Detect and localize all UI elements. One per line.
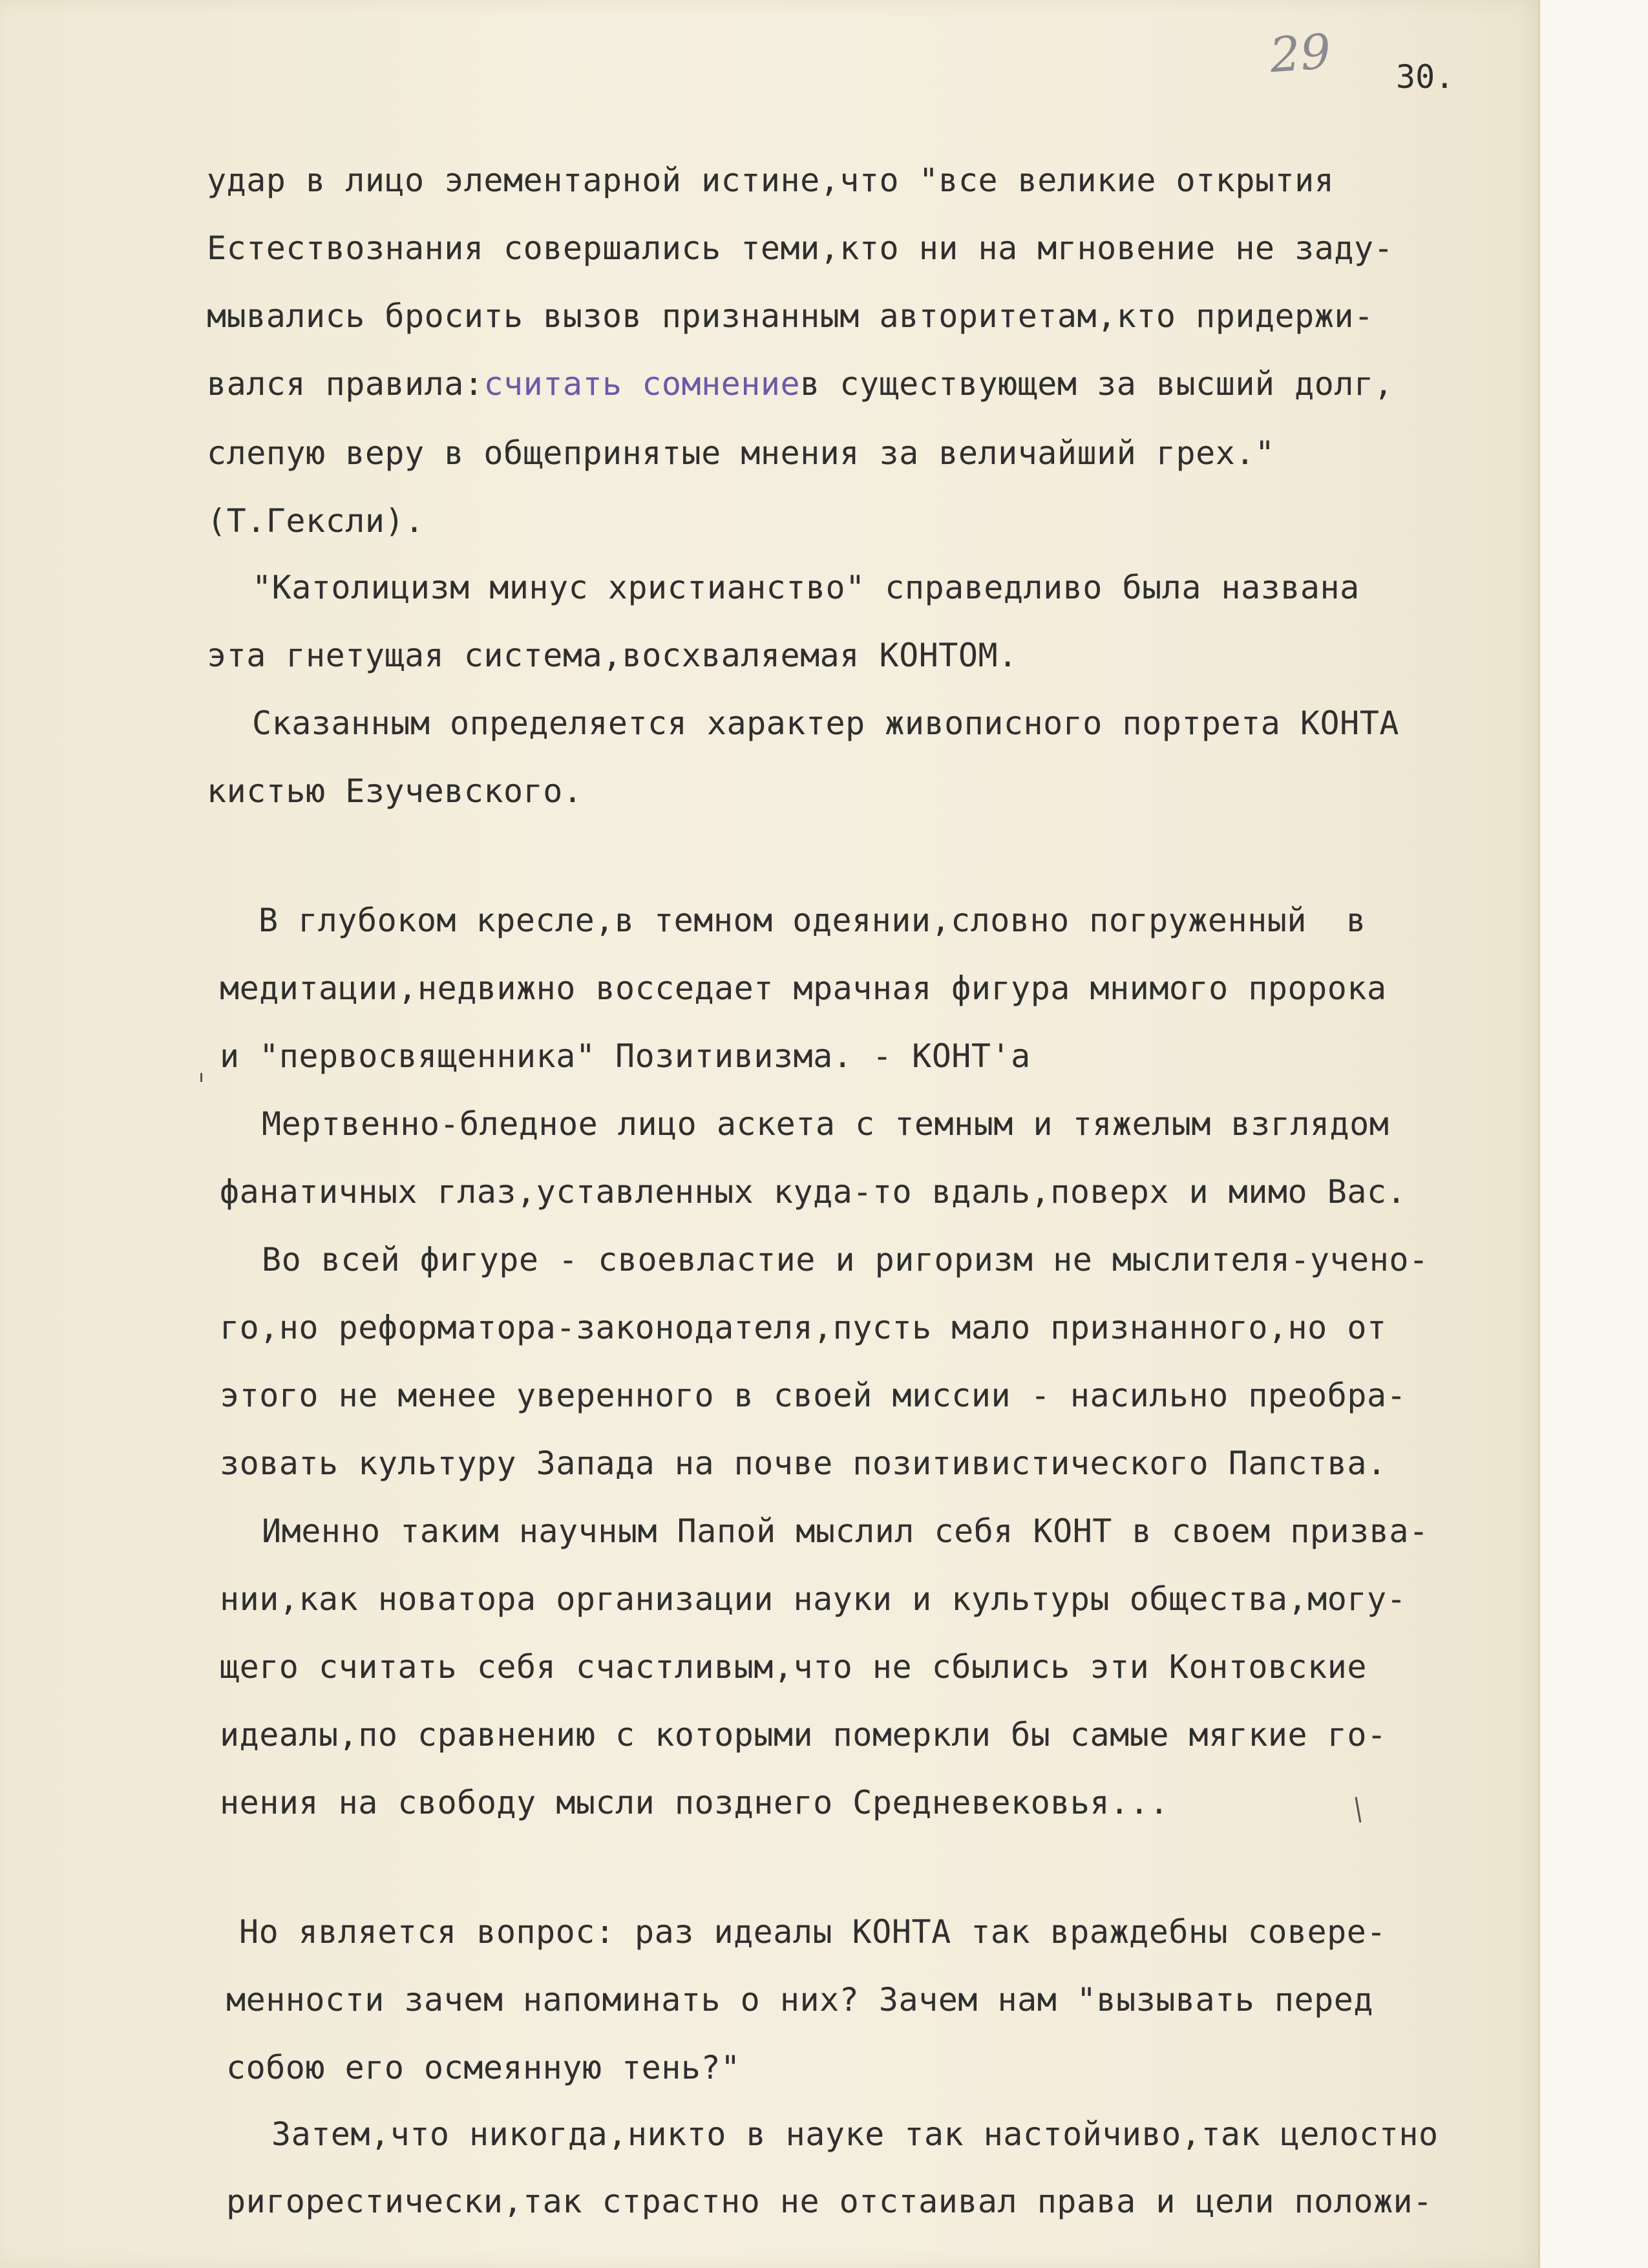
text-line: собою его осмеянную тень?": [226, 2049, 741, 2086]
text-line: Во всей фигуре - своевластие и ригоризм не мыслителя-учено-: [262, 1241, 1429, 1278]
text-line: эта гнетущая система,восхваляемая КОНТОМ.: [207, 637, 1018, 674]
text-line: мывались бросить вызов признанным авторитетам,кто придержи-: [207, 297, 1374, 335]
text-line: Именно таким научным Папой мыслил себя КОНТ в своем призва-: [262, 1512, 1429, 1550]
text-line: фанатичных глаз,уставленных куда-то вдаль,поверх и мимо Вас.: [220, 1173, 1407, 1211]
text-line: нения на свободу мысли позднего Средневековья...: [220, 1784, 1169, 1821]
scan-background: [1540, 0, 1648, 2268]
page-number: 30.: [1396, 58, 1455, 96]
text-line: В глубоком кресле,в темном одеянии,словно погруженный в: [259, 902, 1366, 939]
text-line: кистью Езучевского.: [207, 772, 583, 810]
text-line: Но является вопрос: раз идеалы КОНТА так враждебны совере-: [239, 1913, 1386, 1951]
pencil-mark: [1355, 1797, 1362, 1823]
text-segment: в существующем за высший долг,: [800, 365, 1394, 403]
text-line: Сказанным определяется характер живописного портрета КОНТА: [252, 705, 1399, 742]
text-line: идеалы,по сравнению с которыми померкли бы самые мягкие го-: [220, 1716, 1387, 1754]
text-segment: вался правила:: [207, 365, 484, 403]
text-line: медитации,недвижно восседает мрачная фигура мнимого пророка: [220, 970, 1387, 1007]
text-line: Естествознания совершались теми,кто ни на мгновение не заду-: [207, 229, 1394, 267]
text-line: и "первосвященника" Позитивизма. - КОНТ'а: [220, 1037, 1031, 1075]
archive-folio-number: 29: [1268, 23, 1333, 84]
text-line: щего считать себя счастливым,что не сбылись эти Контовские: [220, 1648, 1367, 1686]
text-line: ригорестически,так страстно не отстаивал права и цели положи-: [226, 2183, 1433, 2220]
text-line: го,но реформатора-законодателя,пусть мало признанного,но от: [220, 1309, 1387, 1346]
text-line: нии,как новатора организации науки и культуры общества,могу-: [220, 1580, 1407, 1618]
text-line: Мертвенно-бледное лицо аскета с темным и тяжелым взглядом: [262, 1105, 1389, 1143]
pencil-mark: [200, 1073, 202, 1082]
text-line: слепую веру в общепринятые мнения за величайший грех.": [207, 434, 1275, 472]
text-line: менности зачем напоминать о них? Зачем нам "вызывать перед: [226, 1981, 1373, 2019]
violet-typed-text: считать сомнение: [483, 365, 801, 403]
text-line: "Католицизм минус христианство" справедливо была названа: [252, 569, 1360, 606]
text-line: (Т.Гексли).: [207, 502, 425, 540]
text-line: удар в лицо элементарной истине,что "все великие открытия: [207, 162, 1335, 199]
text-line: этого не менее уверенного в своей миссии - насильно преобра-: [220, 1377, 1407, 1414]
text-line: [207, 365, 1393, 403]
text-line: Затем,что никогда,никто в науке так настойчиво,так целостно: [271, 2115, 1439, 2153]
text-line: зовать культуру Запада на почве позитивистического Папства.: [220, 1445, 1387, 1482]
